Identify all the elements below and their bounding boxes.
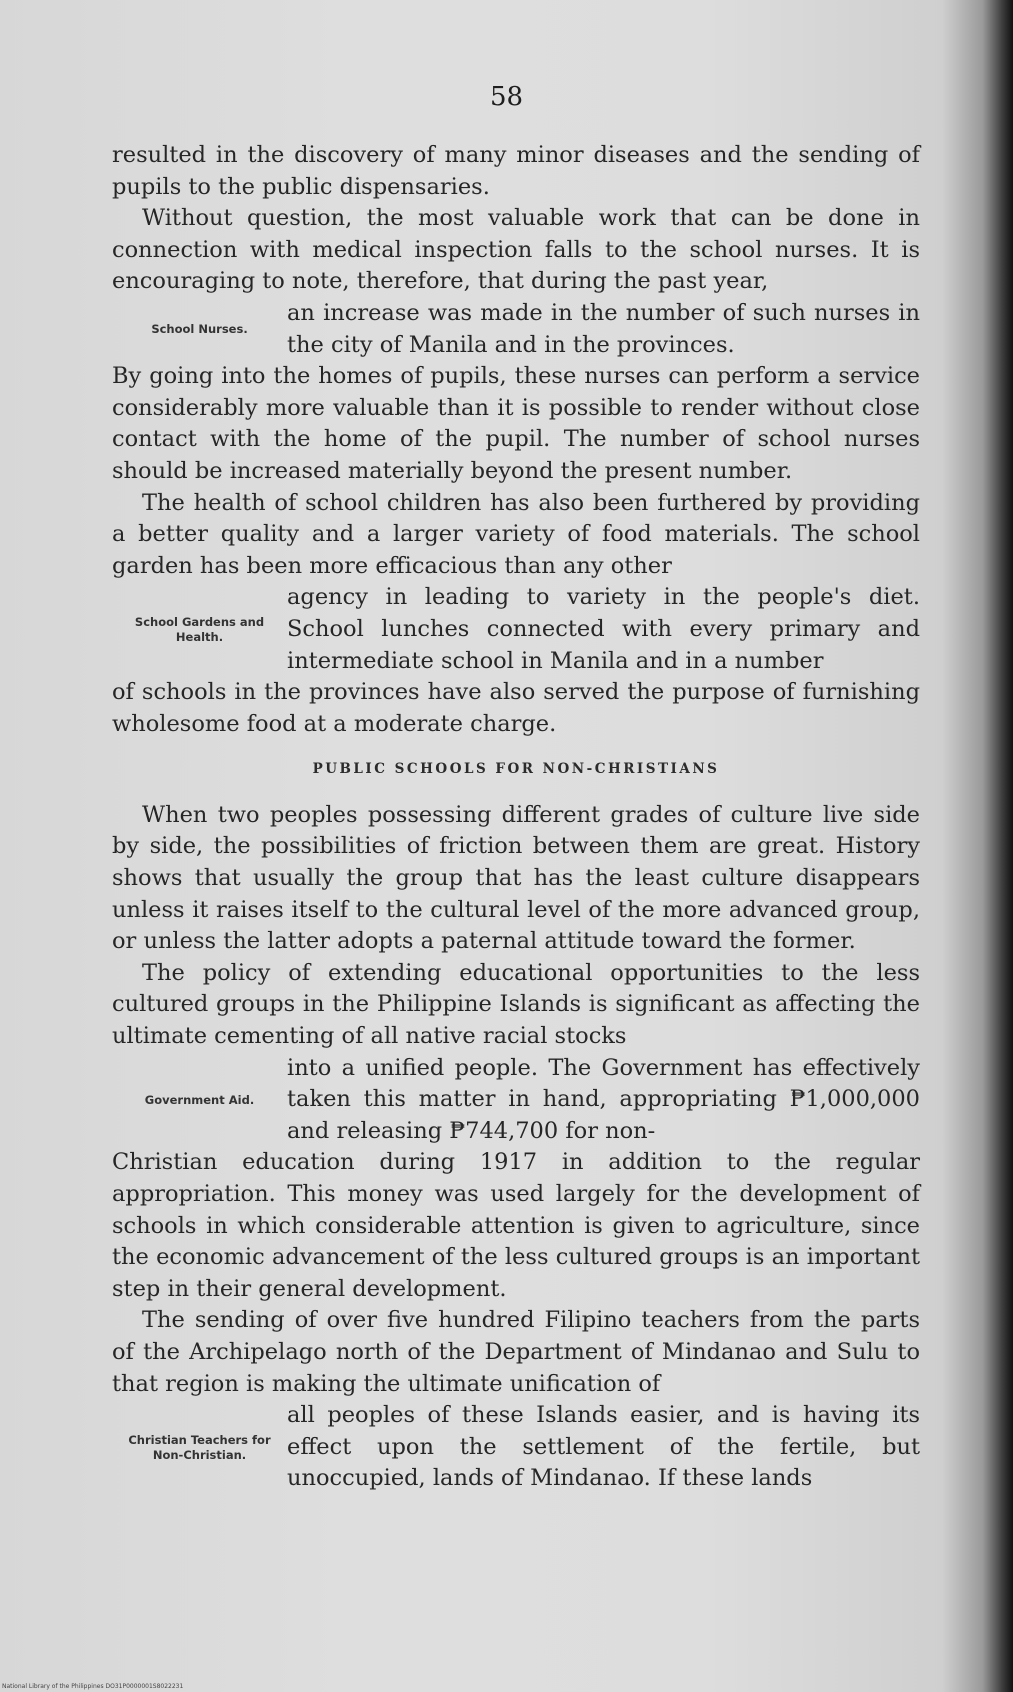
paragraph-6-wrap-row	[112, 1400, 920, 1495]
paragraph-2-tail: By going into the homes of pupils, these nurses can perform a service considerably more valuable than it is possible to render without close contact with the home of the pupil. The number of school nurses should be increased materially beyond the present number.	[112, 363, 920, 484]
sidenote-christian-teachers: Christian Teachers for Non-Christian.	[128, 1432, 271, 1462]
paragraph-3-lead: The health of school children has also been furthered by providing a better quality and a larger variety of food materials. The school garden has been more efficacious than any other	[112, 489, 920, 579]
paragraph-5-wrap-row	[112, 1053, 920, 1148]
paragraph-2-wrap-row	[112, 298, 920, 361]
paragraph-5-tail: Christian education during 1917 in addition to the regular appropriation. This money was used largely for the development of schools in which considerable attention is given to agriculture, since the economic advancement of the less cultured groups is an important step in their general development.	[112, 1149, 920, 1302]
paragraph-4: When two peoples possessing different grades of culture live side by side, the possibilities of friction between them are great. History shows that usually the group that has the least culture disappears unless it raises itself to the cultural level of the more advanced group, or unless the latter adopts a paternal attitude toward the former.	[112, 801, 920, 955]
paragraph-3-wrap: agency in leading to variety in the people's diet. School lunches connected with every primary and intermediate school in Manila and in a number	[287, 584, 920, 674]
paragraph-5-lead: The policy of extending educational opportunities to the less cultured groups in the Philippine Islands is significant as affecting the ultimate cementing of all native racial stocks	[112, 959, 920, 1050]
paragraph-2-wrap: an increase was made in the number of such nurses in the city of Manila and in the provinces.	[287, 299, 920, 358]
footer-library-credit: National Library of the Philippines DO31P0000001S8022231	[2, 1683, 184, 1690]
paragraph-3-tail: of schools in the provinces have also served the purpose of furnishing wholesome food at a moderate charge.	[112, 679, 920, 737]
body-text	[112, 140, 920, 1495]
paragraph-3-wrap-row	[112, 582, 920, 677]
sidenote-school-nurses: School Nurses.	[151, 322, 248, 337]
sidenote-school-gardens: School Gardens and Health.	[134, 614, 265, 644]
section-heading: PUBLIC SCHOOLS FOR NON-CHRISTIANS	[312, 761, 720, 778]
page-number: 58	[489, 82, 524, 112]
paragraph-6-lead: The sending of over five hundred Filipino teachers from the parts of the Archipelago north of the Department of Mindanao and Sulu to that region is making the ultimate unification of	[112, 1307, 920, 1397]
paragraph-2-lead: Without question, the most valuable work that can be done in connection with medical inspection falls to the school nurses. It is encouraging to note, therefore, that during the past year,	[112, 205, 920, 295]
paragraph-1: resulted in the discovery of many minor diseases and the sending of pupils to the public dispensaries.	[112, 142, 920, 200]
sidenote-government-aid: Government Aid.	[144, 1092, 255, 1107]
paragraph-6-wrap: all peoples of these Islands easier, and is having its effect upon the settlement of the fertile, but unoccupied, lands of Mindanao. If these lands	[287, 1402, 920, 1492]
paragraph-5-wrap: into a unified people. The Government has effectively taken this matter in hand, appropriating ₱1,000,000 and releasing ₱744,700 for non-	[287, 1054, 920, 1144]
